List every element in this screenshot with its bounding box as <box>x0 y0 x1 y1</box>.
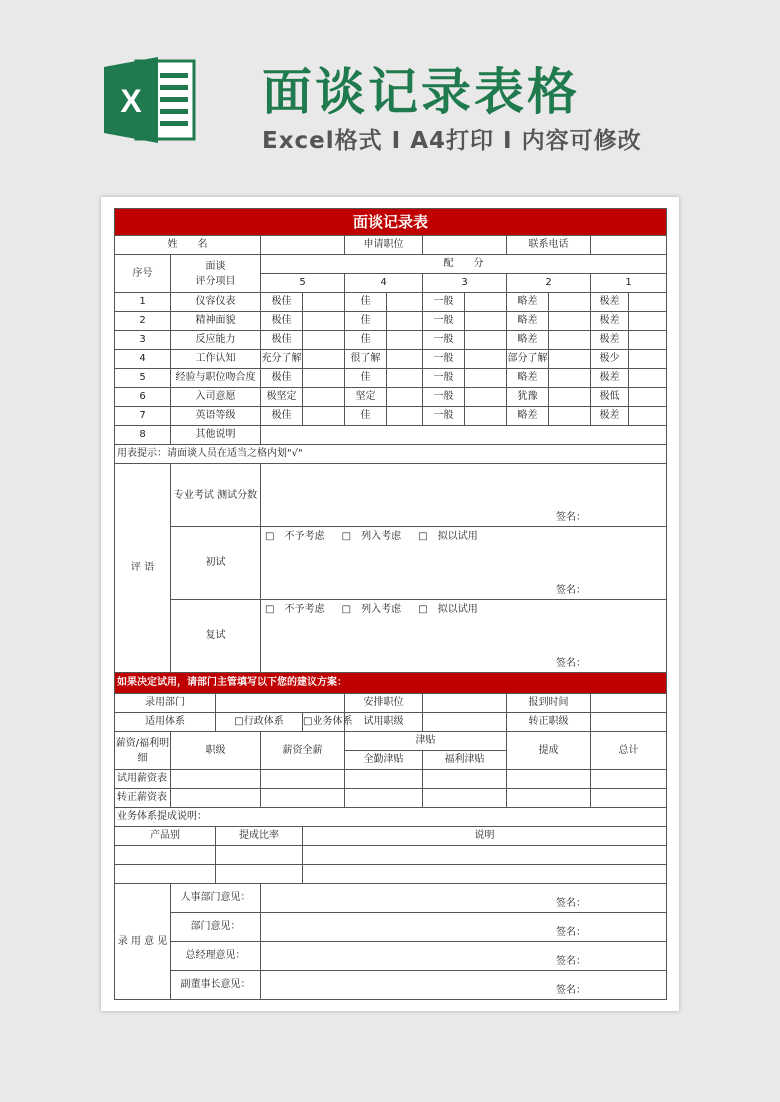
description-header: 说明 <box>303 827 667 846</box>
total-header: 总计 <box>591 732 667 770</box>
no-header: 序号 <box>115 255 171 293</box>
position-field[interactable] <box>423 236 507 255</box>
salary-rank-header: 职级 <box>171 732 261 770</box>
report-time-field[interactable] <box>591 694 667 713</box>
check-cell[interactable] <box>465 369 507 388</box>
check-cell[interactable] <box>465 388 507 407</box>
regular-rank-field[interactable] <box>591 713 667 732</box>
score-row: 4 工作认知 充分了解 很了解 一般 部分了解 极少 <box>115 350 667 369</box>
option-trial-checkbox[interactable]: □ 拟以试用 <box>418 531 478 542</box>
commission-row <box>115 865 667 884</box>
business-note: 业务体系提成说明： <box>115 808 667 827</box>
full-salary-header: 薪资全薪 <box>261 732 345 770</box>
level-header: 4 <box>345 274 423 293</box>
regular-salary-row: 转正薪资表 <box>115 789 667 808</box>
name-label: 姓 名 <box>115 236 261 255</box>
gm-opinion-label: 总经理意见： <box>171 942 261 971</box>
arrange-position-label: 安排职位 <box>345 694 423 713</box>
signature-label: 签名： <box>556 898 587 909</box>
check-cell[interactable] <box>549 388 591 407</box>
check-cell[interactable] <box>303 388 345 407</box>
phone-label: 联系电话 <box>507 236 591 255</box>
ratio-header: 提成比率 <box>216 827 303 846</box>
score-header: 配 分 <box>261 255 667 274</box>
check-cell[interactable] <box>387 407 423 426</box>
check-cell[interactable] <box>629 350 667 369</box>
excel-icon <box>100 55 200 145</box>
hire-dept-field[interactable] <box>216 694 345 713</box>
vp-opinion-field[interactable] <box>261 971 667 1000</box>
score-row: 3 反应能力 极佳 佳 一般 略差 极差 <box>115 331 667 350</box>
check-cell[interactable] <box>629 312 667 331</box>
score-row: 5 经验与职位吻合度 极佳 佳 一般 略差 极差 <box>115 369 667 388</box>
option-reject-checkbox[interactable]: □ 不予考虑 <box>265 531 325 542</box>
trial-note: 如果决定试用，请部门主管填写以下您的建议方案： <box>115 673 667 694</box>
other-field[interactable] <box>261 426 667 445</box>
level-header: 5 <box>261 274 345 293</box>
check-cell[interactable] <box>629 331 667 350</box>
check-cell[interactable] <box>629 293 667 312</box>
logo-letter: X <box>120 83 142 119</box>
check-cell[interactable] <box>549 350 591 369</box>
check-cell[interactable] <box>303 293 345 312</box>
exam-score-label: 专业考试 测试分数 <box>171 464 261 527</box>
check-cell[interactable] <box>303 369 345 388</box>
second-options <box>265 604 492 616</box>
check-cell[interactable] <box>549 312 591 331</box>
check-cell[interactable] <box>549 369 591 388</box>
option-consider-checkbox[interactable]: □ 列入考虑 <box>341 531 402 542</box>
usage-tip: 用表提示：请面谈人员在适当之格内划"√" <box>115 445 667 464</box>
signature-label: 签名： <box>556 985 587 996</box>
check-cell[interactable] <box>549 331 591 350</box>
check-cell[interactable] <box>465 407 507 426</box>
page-subtitle: Excel格式 I A4打印 I 内容可修改 <box>262 128 642 154</box>
trial-salary-row: 试用薪资表 <box>115 770 667 789</box>
product-header: 产品别 <box>115 827 216 846</box>
check-cell[interactable] <box>303 350 345 369</box>
check-cell[interactable] <box>629 388 667 407</box>
arrange-position-field[interactable] <box>423 694 507 713</box>
check-cell[interactable] <box>549 293 591 312</box>
check-cell[interactable] <box>303 407 345 426</box>
check-cell[interactable] <box>387 293 423 312</box>
check-cell[interactable] <box>629 369 667 388</box>
first-interview-label: 初试 <box>171 527 261 600</box>
option-consider-checkbox[interactable]: □ 列入考虑 <box>341 604 402 615</box>
form-sheet <box>101 197 679 1011</box>
signature-label: 签名： <box>556 956 587 967</box>
dept-opinion-label: 部门意见： <box>171 913 261 942</box>
check-cell[interactable] <box>303 331 345 350</box>
level-header: 2 <box>507 274 591 293</box>
name-field[interactable] <box>261 236 345 255</box>
check-cell[interactable] <box>465 293 507 312</box>
gm-opinion-field[interactable] <box>261 942 667 971</box>
signature-label: 签名： <box>556 585 587 596</box>
level-header: 1 <box>591 274 667 293</box>
score-row: 6 入司意愿 极坚定 坚定 一般 犹豫 极低 <box>115 388 667 407</box>
trial-rank-field[interactable] <box>423 713 507 732</box>
form-title: 面谈记录表 <box>115 209 667 236</box>
trial-rank-label: 试用职级 <box>345 713 423 732</box>
comments-label: 评 语 <box>115 464 171 673</box>
check-cell[interactable] <box>465 312 507 331</box>
welfare-allowance-header: 福利津贴 <box>423 751 507 770</box>
score-row: 1 仪容仪表 极佳 佳 一般 略差 极差 <box>115 293 667 312</box>
hr-opinion-label: 人事部门意见： <box>171 884 261 913</box>
hire-dept-label: 录用部门 <box>115 694 216 713</box>
score-row: 2 精神面貌 极佳 佳 一般 略差 极差 <box>115 312 667 331</box>
salary-label: 薪资/福利明细 <box>115 732 171 770</box>
commission-row <box>115 846 667 865</box>
attendance-allowance-header: 全勤津贴 <box>345 751 423 770</box>
regular-rank-label: 转正职级 <box>507 713 591 732</box>
signature-label: 签名： <box>556 512 587 523</box>
signature-label: 签名： <box>556 658 587 669</box>
check-cell[interactable] <box>387 388 423 407</box>
check-cell[interactable] <box>387 369 423 388</box>
second-interview-field[interactable] <box>261 600 667 673</box>
vp-opinion-label: 副董事长意见： <box>171 971 261 1000</box>
first-interview-field[interactable] <box>261 527 667 600</box>
second-interview-label: 复试 <box>171 600 261 673</box>
hr-opinion-field[interactable] <box>261 884 667 913</box>
business-system-checkbox[interactable]: □业务体系 <box>303 713 345 732</box>
check-cell[interactable] <box>303 312 345 331</box>
score-row: 7 英语等级 极佳 佳 一般 略差 极差 <box>115 407 667 426</box>
opinions-label: 录 用 意 见 <box>115 884 171 1000</box>
check-cell[interactable] <box>629 407 667 426</box>
page-header <box>0 0 780 190</box>
phone-field[interactable] <box>591 236 667 255</box>
allowance-header: 津贴 <box>345 732 507 751</box>
system-label: 适用体系 <box>115 713 216 732</box>
report-time-label: 报到时间 <box>507 694 591 713</box>
first-options <box>265 531 492 543</box>
exam-score-field[interactable] <box>261 464 667 527</box>
interview-record-table <box>114 208 667 1000</box>
check-cell[interactable] <box>387 331 423 350</box>
check-cell[interactable] <box>465 331 507 350</box>
option-reject-checkbox[interactable]: □ 不予考虑 <box>265 604 325 615</box>
item-header: 面谈 评分项目 <box>171 255 261 293</box>
signature-label: 签名： <box>556 927 587 938</box>
check-cell[interactable] <box>465 350 507 369</box>
check-cell[interactable] <box>387 350 423 369</box>
page-title: 面谈记录表格 <box>262 63 580 121</box>
dept-opinion-field[interactable] <box>261 913 667 942</box>
level-header: 3 <box>423 274 507 293</box>
other-no: 8 <box>115 426 171 445</box>
position-label: 申请职位 <box>345 236 423 255</box>
other-label: 其他说明 <box>171 426 261 445</box>
option-trial-checkbox[interactable]: □ 拟以试用 <box>418 604 478 615</box>
check-cell[interactable] <box>387 312 423 331</box>
commission-header: 提成 <box>507 732 591 770</box>
admin-system-checkbox[interactable]: □行政体系 <box>216 713 303 732</box>
check-cell[interactable] <box>549 407 591 426</box>
